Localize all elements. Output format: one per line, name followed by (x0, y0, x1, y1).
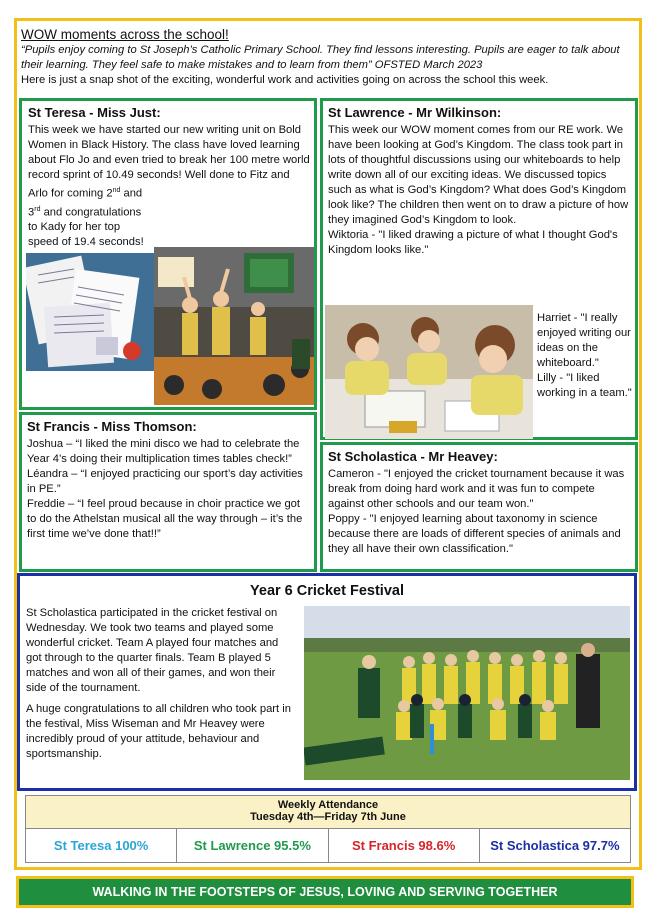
intro-section (21, 27, 639, 88)
joshua-quote: Joshua – “I liked the mini disco we had to celebrate the Year 4’s doing their multiplication times tables check!” (27, 438, 300, 465)
st-scholastica-box (320, 442, 638, 572)
freddie-quote: Freddie – “I feel proud because in choir practice we got to do the Athelstan musical all the way through – it’s the first time we’ve done that!!” (27, 498, 303, 540)
cricket-festival-title: Year 6 Cricket Festival (250, 583, 404, 599)
cameron-quote: Cameron - "I enjoyed the cricket tournament because it was break from doing hard work and it was fun to compete against other schools and our team won." (328, 468, 625, 510)
attendance-st-francis: St Francis 98.6% (329, 829, 480, 862)
cricket-paragraph-1: St Scholastica participated in the cricket festival on Wednesday. We took two teams and played some wonderful cricket. Team A played four matches and got through to the quarter finals. Team B played 5 matches and won all of their games, and won their side of the tournament. (26, 607, 279, 694)
cricket-festival-box (17, 573, 637, 791)
poppy-quote: Poppy - "I enjoyed learning about taxonomy in science because there are loads of different species of animals and they all have their own classification." (328, 513, 621, 555)
harriet-quote: Harriet - "I really enjoyed writing our ideas on the whiteboard." Lilly - "I liked working in a team." (537, 312, 632, 399)
writing-papers-photo (26, 253, 154, 371)
attendance-dates: Tuesday 4th—Friday 7th June (250, 811, 406, 823)
motto-banner: WALKING IN THE FOOTSTEPS OF JESUS, LOVING AND SERVING TOGETHER (16, 876, 634, 908)
wiktoria-quote: Wiktoria - "I liked drawing a picture of what I thought God's Kingdom looks like." (328, 229, 618, 256)
re-group-work-photo (325, 305, 533, 439)
page-heading: WOW moments across the school! (21, 27, 229, 42)
intro-note: Here is just a snap shot of the exciting, wonderful work and activities going on across the school this week. (21, 74, 549, 86)
cricket-paragraph-2: A huge congratulations to all children who took part in the festival, Miss Wiseman and Mr Heavey were incredibly proud of your attitude, behaviour and sportsmanship. (26, 703, 291, 760)
st-scholastica-title: St Scholastica - Mr Heavey: (328, 449, 498, 464)
st-francis-box (19, 412, 317, 572)
st-lawrence-text: This week our WOW moment comes from our RE work. We have been looking at God’s Kingdom. The class took part in lots of thoughtful discussions using our whiteboards to help write down all of our exciting ideas. We discussed topics such as what is God’s Kingdom? What does God’s Kingdom look like? The children then went on to draw a picture of how they imagined God’s Kingdom to look. (328, 124, 629, 226)
classroom-children-photo (154, 247, 314, 405)
attendance-st-lawrence: St Lawrence 95.5% (177, 829, 328, 862)
st-teresa-title: St Teresa - Miss Just: (28, 105, 161, 120)
st-teresa-text: This week we have started our new writing unit on Bold Women in Black History. The class have loved learning about Flo Jo and even tried to break her 100 metre world record sprint of 10.49 seconds! Well done to Fitz and Arlo for coming 2nd and 3rd and congratulations to Kady for her top speed of 19.4 seconds! (28, 124, 310, 249)
attendance-cells (26, 829, 630, 862)
leandra-quote: Léandra – “I enjoyed practicing our sport’s day activities in PE.” (27, 468, 303, 495)
st-francis-title: St Francis - Miss Thomson: (27, 419, 197, 434)
cricket-team-photo (304, 606, 630, 780)
attendance-st-teresa: St Teresa 100% (26, 829, 177, 862)
attendance-title: Weekly Attendance (277, 799, 379, 811)
attendance-st-scholastica: St Scholastica 97.7% (480, 829, 630, 862)
lilly-quote: Lilly - "I liked working in a team." (537, 372, 632, 399)
ofsted-quote: “Pupils enjoy coming to St Joseph’s Catholic Primary School. They find lessons interesting. Pupils are eager to talk about their learning. They feel safe to make mistakes and to learn from them” OFSTED March 2023 (21, 44, 620, 71)
weekly-attendance-table (25, 795, 631, 863)
st-lawrence-title: St Lawrence - Mr Wilkinson: (328, 105, 502, 120)
st-lawrence-box (320, 98, 638, 440)
newsletter-frame (14, 18, 642, 870)
st-teresa-box (19, 98, 317, 410)
attendance-header (26, 796, 630, 829)
